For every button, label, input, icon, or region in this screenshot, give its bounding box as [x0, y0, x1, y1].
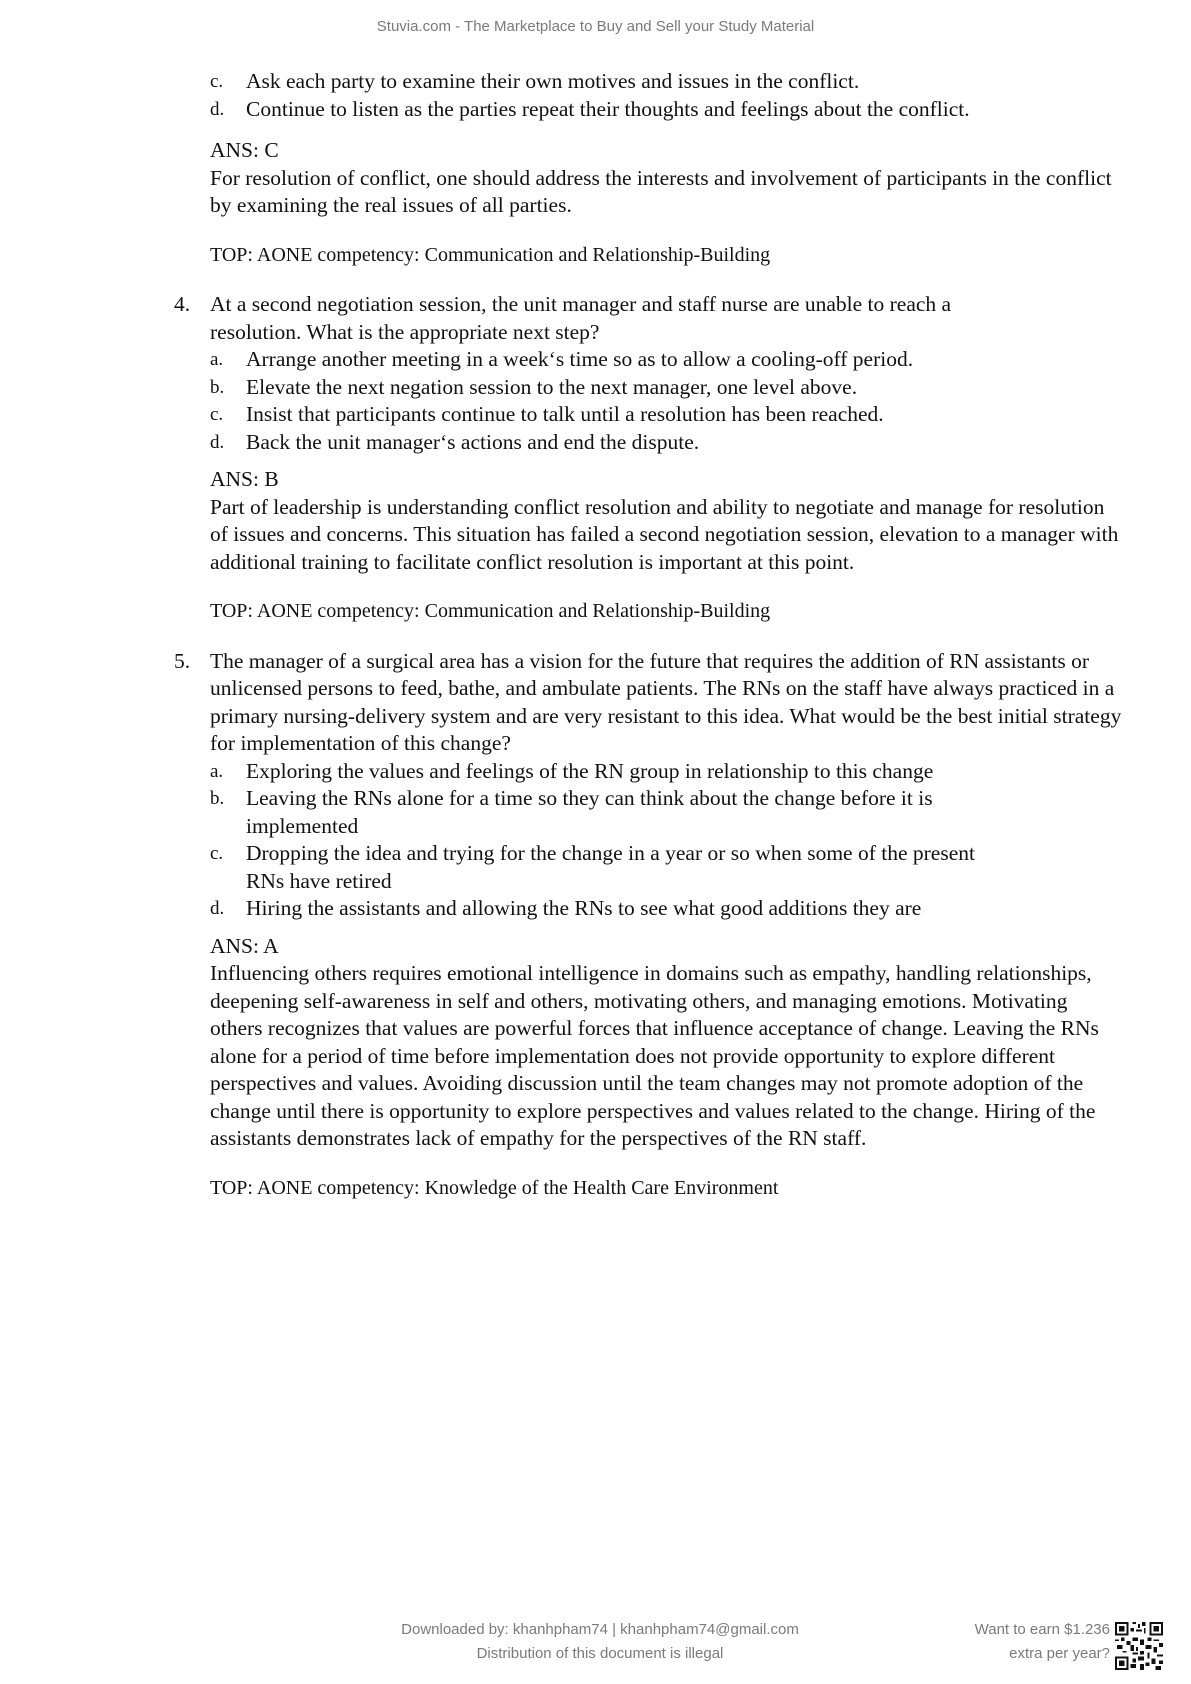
option-letter: d. [210, 898, 225, 919]
option-text: Leaving the RNs alone for a time so they can think about the change before it is implemented [246, 786, 933, 838]
question-number: 5. [174, 648, 191, 673]
answer-key: ANS: B [210, 467, 279, 491]
option-text: Ask each party to examine their own motives and issues in the conflict. [246, 69, 860, 93]
option-d [174, 895, 1006, 923]
option-d [174, 429, 1006, 457]
option-letter: c. [210, 843, 224, 864]
earn-line-1[interactable]: Want to earn $1.236 [974, 1621, 1110, 1638]
rationale: For resolution of conflict, one should address the interests and involvement of participants in the conflict by examining the real issues of all parties. [210, 165, 1112, 217]
question-stem: The manager of a surgical area has a vision for the future that requires the addition of RN assistants or unlicensed persons to feed, bathe, and ambulate patients. The RNs on the staff have always practiced in a primary nursing-delivery system and are very resistant to this idea. What would be the best initial strategy for implementation of this change? [210, 648, 1122, 755]
option-letter: d. [210, 431, 225, 453]
option-text: Back the unit manager‘s actions and end the dispute. [246, 429, 700, 454]
qr-code-icon[interactable] [1115, 1622, 1163, 1670]
downloaded-by: Downloaded by: khanhpham74 | khanhpham74@gmail.com [401, 1621, 799, 1638]
option-c [174, 68, 1006, 96]
topic-line: TOP: AONE competency: Communication and Relationship-Building [210, 600, 771, 622]
question-4 [174, 291, 1124, 346]
rationale: Influencing others requires emotional intelligence in domains such as empathy, handling relationships, deepening self-awareness in self and others, motivating others, and managing emotions. Motivating others recognizes that values are powerful forces that influence acceptance of change. Leaving the RNs alone for a period of time before implementation does not provide opportunity to explore different perspectives and values. Avoiding discussion until the team changes may not promote adoption of the change until there is opportunity to explore perspectives and values related to the change. Hiring of the assistants demonstrates lack of empathy for the perspectives of the RN staff. [210, 961, 1099, 1150]
earn-line-2[interactable]: extra per year? [1009, 1645, 1110, 1662]
question-number: 4. [174, 292, 191, 316]
rationale: Part of leadership is understanding conflict resolution and ability to negotiate and manage for resolution of issues and concerns. This situation has failed a second negotiation session, elevation to a manager with additional training to facilitate conflict resolution is important at this point. [210, 494, 1119, 574]
answer-key: ANS: A [210, 933, 279, 958]
option-letter: b. [210, 788, 225, 809]
answer-key: ANS: C [210, 138, 279, 162]
option-letter: d. [210, 98, 225, 120]
option-text: Elevate the next negation session to the next manager, one level above. [246, 374, 858, 399]
distribution-notice: Distribution of this document is illegal [476, 1645, 724, 1662]
option-b [174, 785, 1006, 840]
download-notice [350, 1618, 850, 1666]
option-letter: c. [210, 404, 224, 425]
option-c [174, 840, 1006, 895]
topic-line: TOP: AONE competency: Communication and Relationship-Building [210, 243, 771, 266]
question-3-continuation [174, 68, 1124, 269]
option-text: Dropping the idea and trying for the change in a year or so when some of the present RNs have retired [246, 841, 975, 893]
option-c [174, 401, 1006, 429]
option-text: Continue to listen as the parties repeat their thoughts and feelings about the conflict. [246, 96, 970, 121]
earn-promo[interactable] [940, 1618, 1110, 1666]
option-a [174, 346, 1006, 374]
option-d [174, 96, 1006, 124]
option-text: Arrange another meeting in a week‘s time so as to allow a cooling-off period. [246, 347, 914, 371]
option-b [174, 374, 1006, 402]
option-a [174, 758, 1006, 786]
option-text: Hiring the assistants and allowing the RNs to see what good additions they are [246, 896, 922, 920]
question-5 [174, 648, 1124, 758]
option-letter: c. [210, 71, 224, 92]
question-stem: At a second negotiation session, the unit manager and staff nurse are unable to reach a resolution. What is the appropriate next step? [210, 292, 952, 344]
document-body [174, 68, 1124, 1202]
page-header: Stuvia.com - The Marketplace to Buy and Sell your Study Material [376, 18, 815, 35]
option-text: Insist that participants continue to talk until a resolution has been reached. [246, 402, 884, 426]
option-letter: b. [210, 376, 225, 398]
option-text: Exploring the values and feelings of the RN group in relationship to this change [246, 758, 934, 783]
topic-line: TOP: AONE competency: Knowledge of the Health Care Environment [210, 1176, 779, 1199]
option-letter: a. [210, 760, 224, 782]
option-letter: a. [210, 349, 224, 370]
